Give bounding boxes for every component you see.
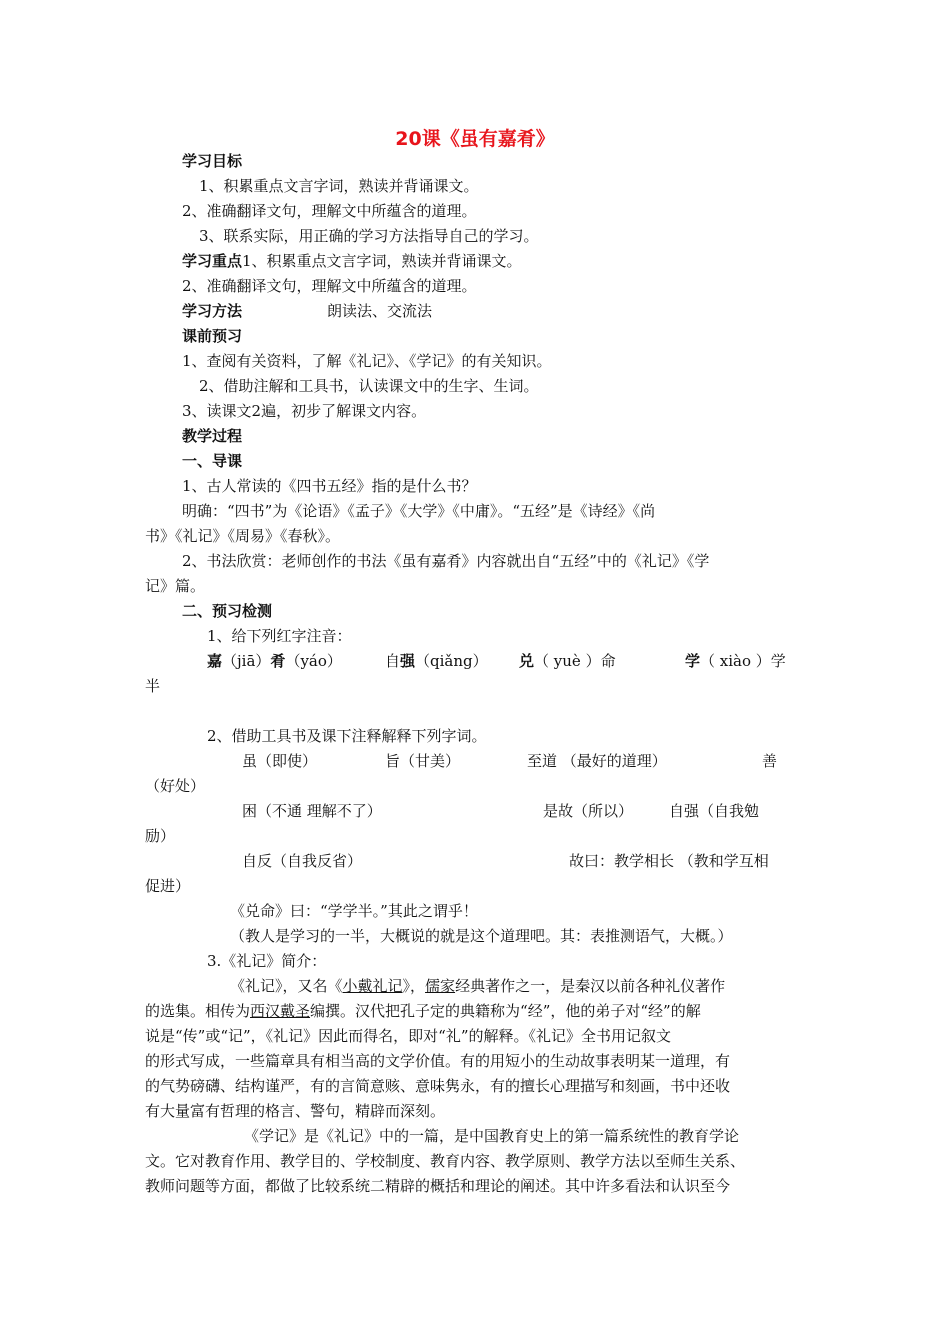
definition: 是故（所以） [543, 802, 634, 820]
check-task: 2、借助工具书及课下注释解释下列字词。 [207, 727, 487, 745]
definition: 至道 （最好的道理） [527, 752, 667, 770]
paragraph-line: 的气势磅礴、结构谨严，有的言简意赅、意味隽永，有的擅长心理描写和刻画，书中还收 [145, 1077, 731, 1095]
pinyin-item [207, 650, 342, 672]
definition: 自反（自我反省） [242, 852, 363, 870]
pinyin-word: 自 [385, 652, 401, 670]
definition: 善 [762, 752, 778, 770]
paragraph-line: 有大量富有哲理的格言、警句，精辟而深刻。 [145, 1102, 446, 1120]
intro-answer: 明确：“四书”为《论语》《孟子》《大学》《中庸》。“五经”是《诗经》《尚 [182, 502, 656, 520]
pinyin-word: 肴 [270, 652, 286, 670]
definition: 自强（自我勉 [669, 802, 760, 820]
quote-translation: （教人是学习的一半，大概说的就是这个道理吧。其：表推测语气，大概。） [230, 927, 733, 945]
key-point-item: 1、积累重点文言字词，熟读并背诵课文。 [242, 252, 522, 270]
check-heading: 二、预习检测 [182, 602, 273, 620]
quote: 《兑命》曰：“学学半。”其此之谓乎！ [230, 902, 478, 920]
pinyin-word: 学 [685, 652, 701, 670]
definition: 故曰：教学相长 （教和学互相 [569, 852, 769, 870]
intro-heading: 一、导课 [182, 452, 243, 470]
paragraph-line: 《学记》是《礼记》中的一篇，是中国教育史上的第一篇系统性的教育学论 [244, 1127, 740, 1145]
method-text: 朗读法、交流法 [327, 302, 433, 320]
definition: （好处） [145, 777, 206, 795]
key-point-item: 2、准确翻译文句，理解文中所蕴含的道理。 [182, 277, 477, 295]
key-points-line [182, 250, 522, 272]
goal-item: 3、联系实际，用正确的学习方法指导自己的学习。 [199, 227, 539, 245]
pinyin-item [385, 650, 488, 672]
pinyin-reading: （ yuè ）命 [534, 652, 616, 670]
paragraph-line: 文。它对教育作用、教学目的、学校制度、教育内容、教学原则、教学方法以至师生关系、 [145, 1152, 746, 1170]
goal-item: 1、积累重点文言字词，熟读并背诵课文。 [199, 177, 479, 195]
text-run: 编撰。汉代把孔子定的典籍称为“经”，他的弟子对“经”的解 [310, 1002, 701, 1020]
preview-item: 2、借助注解和工具书，认读课文中的生字、生词。 [199, 377, 539, 395]
pinyin-reading: （ xiào ）学 [700, 652, 786, 670]
pinyin-reading: （jiā） [222, 652, 271, 670]
pinyin-item: 半 [145, 677, 161, 695]
check-task: 3.《礼记》简介： [207, 952, 327, 970]
preview-heading: 课前预习 [182, 327, 243, 345]
intro-question: 1、古人常读的《四书五经》指的是什么书？ [182, 477, 477, 495]
key-points-heading: 学习重点 [182, 252, 243, 270]
underlined-term: 小戴礼记 [342, 977, 403, 995]
preview-item: 3、读课文2遍，初步了解课文内容。 [182, 402, 427, 420]
intro-question: 2、书法欣赏：老师创作的书法《虽有嘉肴》内容就出自“五经”中的《礼记》《学 [182, 552, 710, 570]
paragraph-line: 的形式写成，一些篇章具有相当高的文学价值。有的用短小的生动故事表明某一道理，有 [145, 1052, 731, 1070]
paragraph-line: 说是“传”或“记”，《礼记》因此而得名，即对“礼”的解释。《礼记》全书用记叙文 [145, 1027, 672, 1045]
paragraph-line [145, 1000, 701, 1022]
method-heading: 学习方法 [182, 302, 243, 320]
intro-answer: 书》《礼记》《周易》《春秋》。 [145, 527, 341, 545]
underlined-term: 西汉戴圣 [250, 1002, 311, 1020]
pinyin-reading: （yáo） [285, 652, 342, 670]
text-run: 经典著作之一，是秦汉以前各种礼仪著作 [455, 977, 726, 995]
page-title: 20课《虽有嘉肴》 [395, 128, 555, 150]
text-run: 的选集。相传为 [145, 1002, 251, 1020]
preview-item: 1、查阅有关资料，了解《礼记》、《学记》的有关知识。 [182, 352, 552, 370]
definition: 困（不通 理解不了） [242, 802, 382, 820]
pinyin-word: 嘉 [207, 652, 223, 670]
check-task: 1、给下列红字注音： [207, 627, 352, 645]
goal-item: 2、准确翻译文句，理解文中所蕴含的道理。 [182, 202, 477, 220]
underlined-term: 儒家 [425, 977, 456, 995]
paragraph-line: 教师问题等方面，都做了比较系统二精辟的概括和理论的阐述。其中许多看法和认识至今 [145, 1177, 731, 1195]
definition: 励） [145, 827, 176, 845]
pinyin-word: 兑 [519, 652, 535, 670]
definition: 促进） [145, 877, 191, 895]
definition: 旨（甘美） [385, 752, 461, 770]
paragraph-line [230, 975, 725, 997]
process-heading: 教学过程 [182, 427, 243, 445]
definition: 虽（即使） [242, 752, 318, 770]
intro-question: 记》篇。 [145, 577, 206, 595]
text-run: 》， [402, 977, 426, 995]
text-run: 《礼记》，又名《 [230, 977, 343, 995]
goals-heading: 学习目标 [182, 152, 243, 170]
pinyin-item [685, 650, 786, 672]
pinyin-item [519, 650, 616, 672]
pinyin-word: 强 [400, 652, 416, 670]
pinyin-reading: （qiǎng） [415, 652, 488, 670]
